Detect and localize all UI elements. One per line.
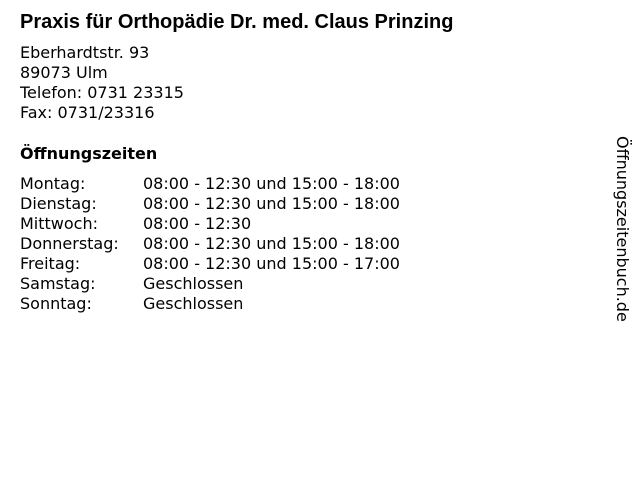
hours-row-sunday: [20, 294, 400, 314]
time-value: 08:00 - 12:30: [143, 214, 252, 233]
address-city: 89073 Ulm: [20, 63, 108, 82]
day-label: Dienstag:: [20, 194, 97, 213]
hours-row-saturday: [20, 274, 400, 294]
day-label: Mittwoch:: [20, 214, 98, 233]
day-label: Montag:: [20, 174, 86, 193]
address-fax: Fax: 0731/23316: [20, 103, 155, 122]
source-watermark: Öffnungszeitenbuch.de: [613, 136, 632, 322]
time-value: Geschlossen: [143, 294, 244, 313]
address-street: Eberhardtstr. 93: [20, 43, 150, 62]
opening-hours-heading: Öffnungszeiten: [20, 144, 158, 163]
hours-row-monday: [20, 174, 400, 194]
time-value: 08:00 - 12:30 und 15:00 - 18:00: [143, 194, 400, 213]
opening-hours-table: [20, 174, 400, 314]
address-block: [20, 43, 184, 123]
time-value: Geschlossen: [143, 274, 244, 293]
time-value: 08:00 - 12:30 und 15:00 - 17:00: [143, 254, 400, 273]
hours-row-tuesday: [20, 194, 400, 214]
hours-row-friday: [20, 254, 400, 274]
time-value: 08:00 - 12:30 und 15:00 - 18:00: [143, 174, 400, 193]
practice-title: Praxis für Orthopädie Dr. med. Claus Prinzing: [20, 11, 454, 33]
day-label: Samstag:: [20, 274, 96, 293]
hours-row-wednesday: [20, 214, 400, 234]
time-value: 08:00 - 12:30 und 15:00 - 18:00: [143, 234, 400, 253]
day-label: Donnerstag:: [20, 234, 119, 253]
hours-row-thursday: [20, 234, 400, 254]
day-label: Freitag:: [20, 254, 81, 273]
day-label: Sonntag:: [20, 294, 92, 313]
address-phone: Telefon: 0731 23315: [20, 83, 184, 102]
